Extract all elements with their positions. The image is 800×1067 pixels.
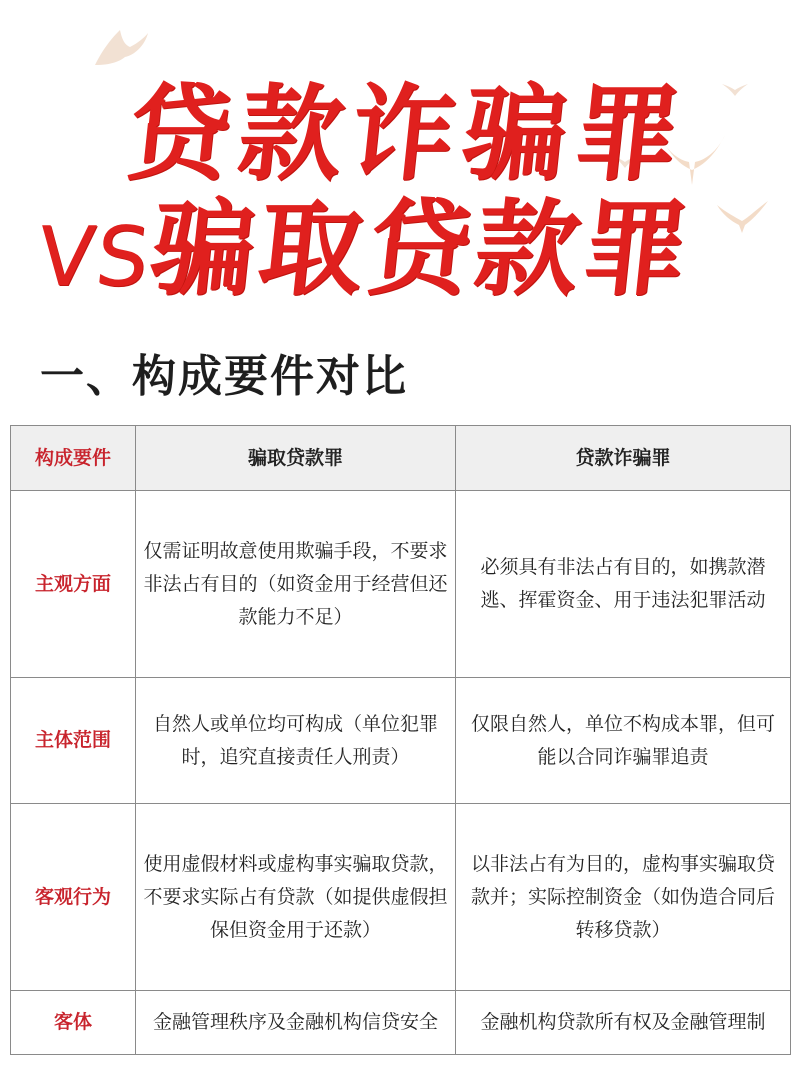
table-row (11, 991, 791, 1055)
cell-loan-fraud: 必须具有非法占有目的，如携款潜逃、挥霍资金、用于违法犯罪活动 (456, 491, 791, 678)
table-row (11, 678, 791, 804)
title-line-1: 贷款诈骗罪 (120, 72, 694, 195)
cell-loan-fraud: 以非法占有为目的，虚构事实骗取贷款并；实际控制资金（如伪造合同后转移贷款） (456, 804, 791, 991)
row-label: 主观方面 (11, 491, 136, 678)
row-label: 客体 (11, 991, 136, 1055)
row-label: 主体范围 (11, 678, 136, 804)
row-label: 客观行为 (11, 804, 136, 991)
cell-loan-fraud: 金融机构贷款所有权及金融管理制 (456, 991, 791, 1055)
cell-loan-obtaining: 使用虚假材料或虚构事实骗取贷款，不要求实际占有贷款（如提供虚假担保但资金用于还款） (136, 804, 456, 991)
title-banner (0, 0, 800, 310)
title-line-2-main: 骗取贷款罪 (144, 187, 698, 310)
dove-icon (720, 80, 750, 100)
header-loan-fraud-crime: 贷款诈骗罪 (456, 426, 791, 491)
cell-loan-obtaining: 金融管理秩序及金融机构信贷安全 (136, 991, 456, 1055)
table-row (11, 491, 791, 678)
section-heading: 一、构成要件对比 (40, 351, 408, 402)
cell-loan-obtaining: 自然人或单位均可构成（单位犯罪时，追究直接责任人刑责） (136, 678, 456, 804)
table-row (11, 804, 791, 991)
table-header-row (11, 426, 791, 491)
title-line-2 (32, 165, 700, 315)
comparison-table (10, 425, 791, 1055)
vs-label: VS (33, 210, 156, 305)
header-loan-obtaining-crime: 骗取贷款罪 (136, 426, 456, 491)
header-element: 构成要件 (11, 426, 136, 491)
cell-loan-obtaining: 仅需证明故意使用欺骗手段，不要求非法占有目的（如资金用于经营但还款能力不足） (136, 491, 456, 678)
cell-loan-fraud: 仅限自然人，单位不构成本罪，但可能以合同诈骗罪追责 (456, 678, 791, 804)
dove-icon (715, 195, 770, 235)
